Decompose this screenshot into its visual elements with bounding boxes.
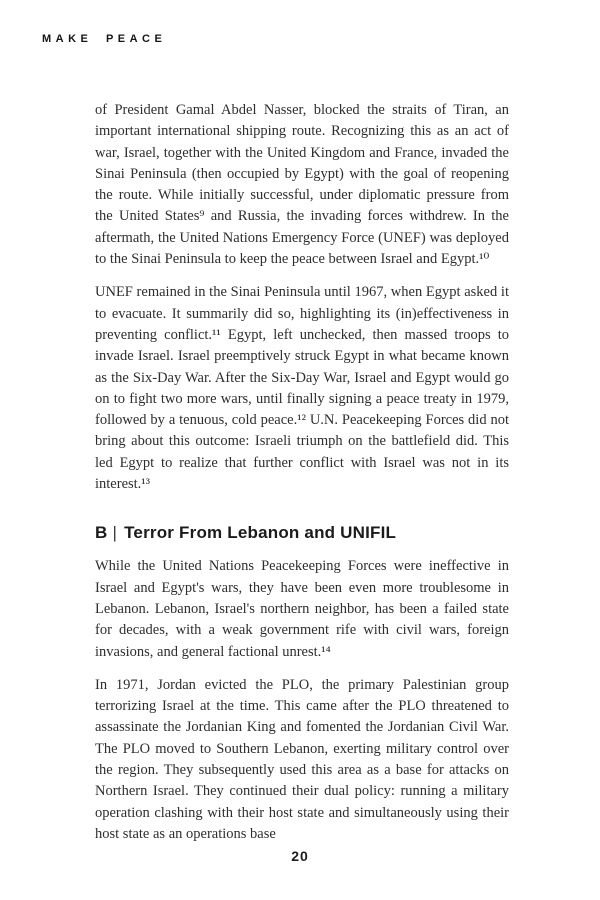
section-heading [95, 522, 509, 544]
running-header: MAKE PEACE [42, 33, 167, 45]
paragraph-suez-crisis: of President Gamal Abdel Nasser, blocked the straits of Tiran, an important international shipping route. Recognizing this as an act of war, Israel, together with the United Kingdom and France, invaded the Sinai Peninsula (then occupied by Egypt) with the goal of reopening the route. While initially successful, under diplomatic pressure from the United States⁹ and Russia, the invading forces withdrew. In the aftermath, the United Nations Emergency Force (UNEF) was deployed to the Sinai Peninsula to keep the peace between Israel and Egypt.¹⁰ [95, 102, 509, 268]
text-column [95, 100, 509, 857]
section-title: Terror From Lebanon and UNIFIL [124, 523, 397, 543]
paragraph-unef-1967: UNEF remained in the Sinai Peninsula until 1967, when Egypt asked it to evacuate. It summarily did so, highlighting its (in)effectiveness in preventing conflict.¹¹ Egypt, left unchecked, then massed troops to invade Israel. Israel preemptively struck Egypt in what became known as the Six-Day War. After the Six-Day War, Israel and Egypt would go on to fight two more wars, until finally signing a peace treaty in 1979, followed by a tenuous, cold peace.¹² U.N. Peacekeeping Forces did not bring about this outcome: Israeli triumph on the battlefield did. This led Egypt to realize that further conflict with Israel was not in its interest.¹³ [95, 284, 509, 493]
paragraph-plo-1971: In 1971, Jordan evicted the PLO, the primary Palestinian group terrorizing Israel at the time. This came after the PLO threatened to assassinate the Jordanian King and fomented the Jordanian Civil War. The PLO moved to Southern Lebanon, exerting military control over the region. They subsequently used this area as a base for attacks on Northern Israel. They continued their dual policy: running a military operation clashing with their host state and simultaneously using their host state as an operations base [95, 676, 509, 842]
section-letter: B [95, 523, 108, 543]
section-separator: | [112, 523, 118, 543]
page-number: 20 [291, 848, 309, 864]
paragraph-lebanon-intro: While the United Nations Peacekeeping Forces were ineffective in Israel and Egypt's wars, they have been even more troublesome in Lebanon. Lebanon, Israel's northern neighbor, has been a failed state for decades, with a weak government rife with civil wars, foreign invasions, and general factional unrest.¹⁴ [95, 558, 509, 660]
